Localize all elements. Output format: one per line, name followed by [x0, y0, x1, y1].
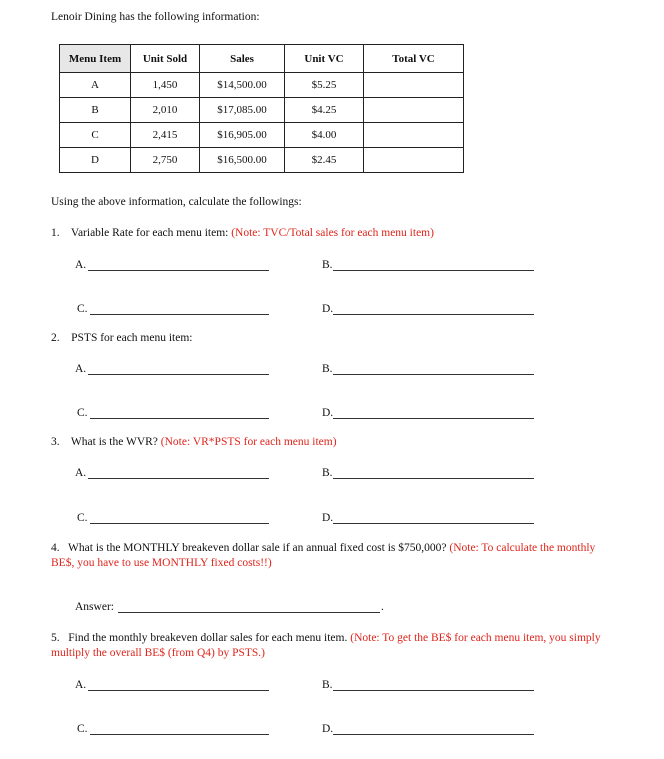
cell-unit-sold: 1,450: [131, 73, 200, 98]
instruction-text: Using the above information, calculate the followings:: [51, 196, 302, 208]
q2-label-b: B.: [322, 363, 333, 375]
question-5-number: 5.: [51, 632, 60, 644]
q2-answer-d-line[interactable]: [333, 418, 534, 419]
q2-answer-c-line[interactable]: [90, 418, 269, 419]
question-5-text: Find the monthly breakeven dollar sales for each menu item.: [68, 632, 351, 644]
cell-sales: $16,905.00: [200, 123, 285, 148]
cell-menu-item: C: [60, 123, 131, 148]
question-4-text: What is the MONTHLY breakeven dollar sale if an annual fixed cost is $750,000?: [68, 542, 450, 554]
cell-unit-vc: $5.25: [285, 73, 364, 98]
cell-total-vc[interactable]: [364, 123, 464, 148]
question-1-text: Variable Rate for each menu item:: [70, 227, 232, 239]
header-total-vc: Total VC: [364, 45, 464, 73]
cell-sales: $14,500.00: [200, 73, 285, 98]
cell-unit-vc: $4.25: [285, 98, 364, 123]
q3-label-a: A.: [75, 467, 87, 479]
q3-answer-b-line[interactable]: [333, 478, 534, 479]
q3-answer-a-line[interactable]: [88, 478, 269, 479]
q3-answer-c-line[interactable]: [90, 523, 269, 524]
cell-menu-item: D: [60, 148, 131, 173]
q2-label-d: D.: [322, 407, 334, 419]
q5-answer-a-line[interactable]: [88, 690, 269, 691]
q2-answer-b-line[interactable]: [333, 374, 534, 375]
cell-sales: $16,500.00: [200, 148, 285, 173]
q4-answer-line[interactable]: [118, 612, 380, 613]
q3-answer-d-line[interactable]: [333, 523, 534, 524]
question-2-number: 2.: [51, 332, 60, 344]
table-header-row: [60, 45, 464, 73]
question-1-note: (Note: TVC/Total sales for each menu item): [231, 227, 434, 239]
info-table: [59, 44, 464, 173]
q3-label-c: C.: [77, 512, 88, 524]
table-row: [60, 148, 464, 173]
question-1-number: 1.: [51, 227, 60, 239]
cell-unit-sold: 2,415: [131, 123, 200, 148]
q1-label-b: B.: [322, 259, 333, 271]
cell-unit-sold: 2,010: [131, 98, 200, 123]
q1-answer-d-line[interactable]: [333, 314, 534, 315]
q1-label-c: C.: [77, 303, 88, 315]
cell-menu-item: B: [60, 98, 131, 123]
q2-label-a: A.: [75, 363, 87, 375]
cell-total-vc[interactable]: [364, 73, 464, 98]
cell-unit-vc: $2.45: [285, 148, 364, 173]
question-5-note: (Note: To get the BE$ for each menu item, you simply multiply the overall BE$ (from Q4) by PSTS.): [51, 632, 601, 659]
q1-answer-b-line[interactable]: [333, 270, 534, 271]
q5-label-c: C.: [77, 723, 88, 735]
q4-answer-end: .: [381, 601, 384, 613]
cell-menu-item: A: [60, 73, 131, 98]
cell-unit-sold: 2,750: [131, 148, 200, 173]
question-3-note: (Note: VR*PSTS for each menu item): [160, 436, 337, 448]
q3-label-b: B.: [322, 467, 333, 479]
table-row: [60, 123, 464, 148]
question-3: [51, 436, 337, 448]
q1-label-d: D.: [322, 303, 334, 315]
q4-answer-label: Answer:: [75, 601, 114, 613]
cell-total-vc[interactable]: [364, 148, 464, 173]
q3-label-d: D.: [322, 512, 334, 524]
intro-text: Lenoir Dining has the following information:: [51, 11, 260, 23]
question-5: [51, 631, 611, 661]
cell-sales: $17,085.00: [200, 98, 285, 123]
question-3-number: 3.: [51, 436, 60, 448]
header-sales: Sales: [200, 45, 285, 73]
cell-unit-vc: $4.00: [285, 123, 364, 148]
question-2: [51, 332, 193, 344]
table-row: [60, 73, 464, 98]
q2-answer-a-line[interactable]: [88, 374, 269, 375]
question-1: [51, 227, 434, 239]
q1-answer-a-line[interactable]: [88, 270, 269, 271]
q1-answer-c-line[interactable]: [90, 314, 269, 315]
header-unit-vc: Unit VC: [285, 45, 364, 73]
table-row: [60, 98, 464, 123]
q1-label-a: A.: [75, 259, 87, 271]
question-3-text: What is the WVR?: [70, 436, 161, 448]
question-4-number: 4.: [51, 542, 60, 554]
header-unit-sold: Unit Sold: [131, 45, 200, 73]
cell-total-vc[interactable]: [364, 98, 464, 123]
q5-label-b: B.: [322, 679, 333, 691]
header-menu-item: Menu Item: [60, 45, 131, 73]
question-4-note: (Note: To calculate the monthly BE$, you have to use MONTHLY fixed costs!!): [51, 542, 596, 569]
q5-answer-d-line[interactable]: [333, 734, 534, 735]
q5-label-d: D.: [322, 723, 334, 735]
q5-answer-c-line[interactable]: [90, 734, 269, 735]
question-2-text: PSTS for each menu item:: [71, 332, 193, 344]
question-4: [51, 541, 611, 571]
q5-answer-b-line[interactable]: [333, 690, 534, 691]
q2-label-c: C.: [77, 407, 88, 419]
q5-label-a: A.: [75, 679, 87, 691]
